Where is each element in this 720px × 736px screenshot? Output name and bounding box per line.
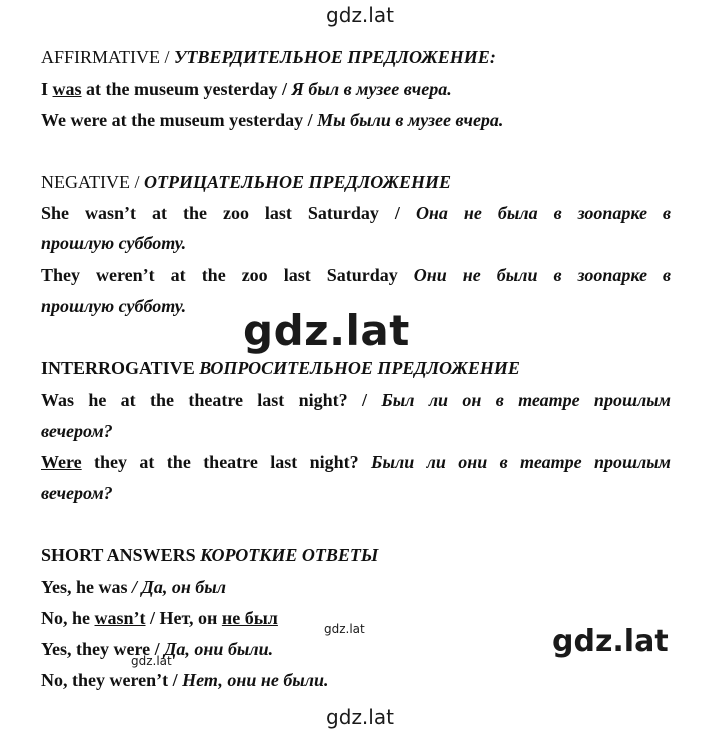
negative-heading [41, 171, 451, 193]
negative-heading-en: NEGATIVE / [41, 172, 140, 192]
interrogative-sentence-1 [41, 389, 671, 411]
interrogative-sentence-2-cont: вечером? [41, 483, 113, 503]
answer-text: Yes, they were / [41, 639, 160, 659]
underlined-verb: wasn’t [94, 608, 146, 628]
translation: Они не были в зоопарке в [413, 265, 671, 285]
translation: / Да, он был [132, 577, 227, 597]
watermark-small-1: gdz.lat [324, 622, 365, 636]
sentence-text: Was he at the theatre last night? / [41, 390, 367, 410]
sentence-text: She wasn’t at the zoo last Saturday / [41, 203, 400, 223]
sentence-part: they at the theatre last night? [94, 452, 359, 472]
watermark-bottom: gdz.lat [326, 705, 394, 729]
affirmative-heading [41, 46, 496, 68]
short-answer-4 [41, 669, 329, 691]
short-answer-2 [41, 607, 278, 629]
watermark-top: gdz.lat [326, 3, 394, 27]
short-answers-heading-ru: КОРОТКИЕ ОТВЕТЫ [200, 545, 379, 565]
translation: Мы были в музее вчера. [317, 110, 504, 130]
sentence-part: at the museum yesterday / [86, 79, 288, 99]
watermark-center: gdz.lat [243, 306, 410, 355]
negative-sentence-2 [41, 264, 671, 286]
answer-text: Yes, he was [41, 577, 128, 597]
translation: Да, они были. [164, 639, 274, 659]
underlined-verb: Were [41, 452, 82, 472]
watermark-small-2: gdz.lat [131, 654, 172, 668]
affirmative-heading-ru: УТВЕРДИТЕЛЬНОЕ ПРЕДЛОЖЕНИЕ: [174, 47, 496, 67]
translation: Были ли они в театре прошлым [371, 452, 672, 472]
watermark-right: gdz.lat [552, 624, 669, 659]
translation: Она не была в зоопарке в [415, 203, 672, 223]
interrogative-heading-en: INTERROGATIVE [41, 358, 195, 378]
affirmative-heading-en: AFFIRMATIVE / [41, 47, 170, 67]
answer-part: No, he [41, 608, 90, 628]
short-answer-3 [41, 638, 273, 660]
interrogative-sentence-1-cont: вечером? [41, 421, 113, 441]
affirmative-sentence-1 [41, 78, 452, 100]
answer-text: No, they weren’t / [41, 670, 178, 690]
affirmative-sentence-2 [41, 109, 503, 131]
translation: Я был в музее вчера. [291, 79, 452, 99]
short-answers-heading [41, 544, 378, 566]
translation: Был ли он в театре прошлым [381, 390, 671, 410]
interrogative-heading [41, 357, 520, 379]
negative-sentence-1 [41, 202, 671, 224]
negative-heading-ru: ОТРИЦАТЕЛЬНОЕ ПРЕДЛОЖЕНИЕ [143, 172, 452, 192]
short-answer-1 [41, 576, 226, 598]
underlined-translation: не был [221, 608, 278, 628]
negative-sentence-1-cont: прошлую субботу. [41, 233, 187, 253]
sentence-part: I [41, 79, 49, 99]
underlined-verb: was [52, 79, 82, 99]
interrogative-heading-ru: ВОПРОСИТЕЛЬНОЕ ПРЕДЛОЖЕНИЕ [199, 358, 520, 378]
negative-sentence-2-cont: прошлую субботу. [41, 296, 187, 316]
interrogative-sentence-2 [41, 451, 671, 473]
translation: Нет, они не были. [182, 670, 329, 690]
short-answers-heading-en: SHORT ANSWERS [41, 545, 196, 565]
translation-part: / Нет, он [150, 608, 218, 628]
sentence-text: We were at the museum yesterday / [41, 110, 313, 130]
sentence-text: They weren’t at the zoo last Saturday [41, 265, 398, 285]
